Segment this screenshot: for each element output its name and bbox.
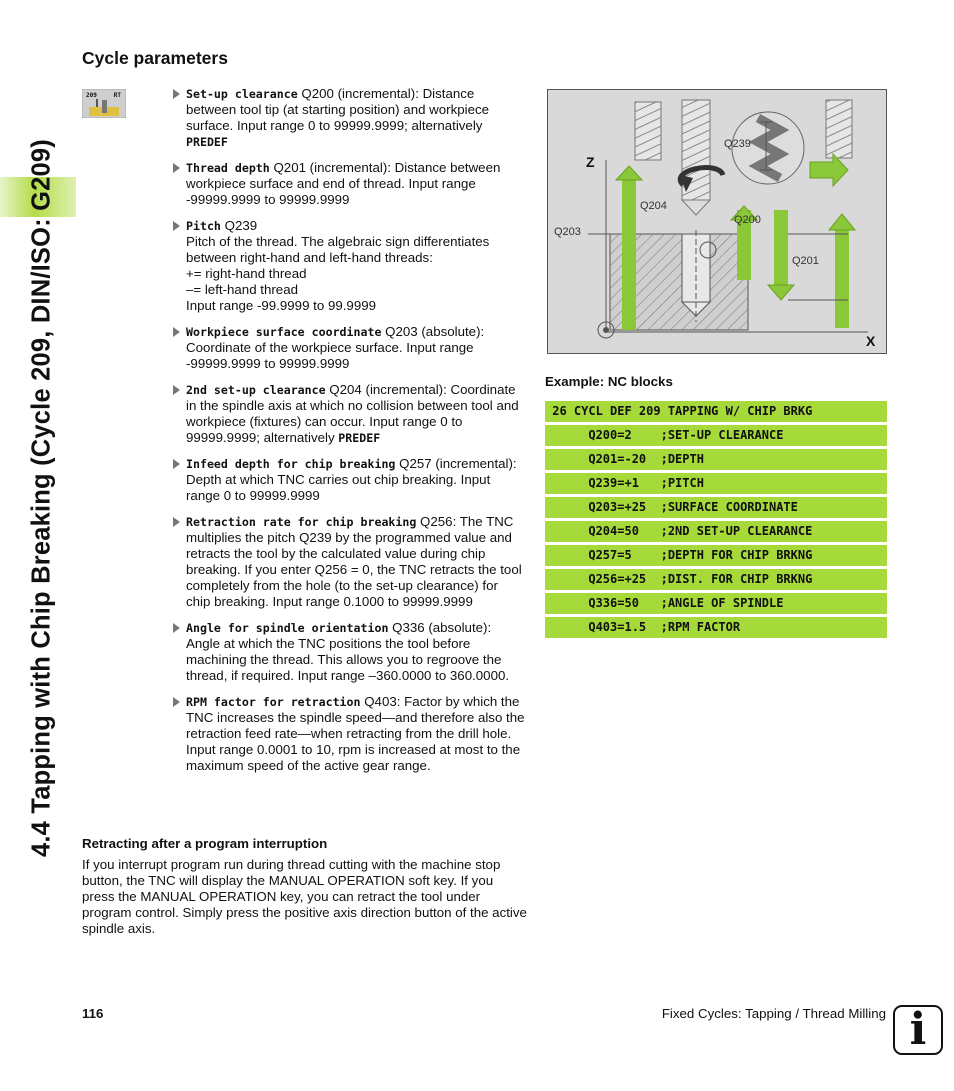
retract-heading: Retracting after a program interruption xyxy=(82,836,328,851)
param-rpm-factor xyxy=(173,694,525,774)
param-infeed-depth xyxy=(173,456,525,504)
param-spindle-angle xyxy=(173,620,525,684)
param-desc: Q403: Factor by which the TNC increases the spindle speed—and therefore also the retraction feed rate—when retracting from the drill hole. Input range 0.0001 to 10, rpm is increased at most to the maximum speed of the active gear range. xyxy=(186,694,525,773)
param-desc: Q257 (incremental): Depth at which TNC carries out chip breaking. Input range 0 to 99999.9999 xyxy=(186,456,517,503)
nc-line: Q403=1.5 ;RPM FACTOR xyxy=(545,617,887,638)
param-line: –= left-hand thread xyxy=(186,282,298,297)
nc-line: Q239=+1 ;PITCH xyxy=(545,473,887,494)
bullet-arrow-icon xyxy=(173,623,180,633)
param-desc: Q200 (incremental): Distance between tool tip (at starting position) and workpiece surface. Input range 0 to 99999.9999; alternatively xyxy=(186,86,490,133)
q204-label: Q204 xyxy=(640,200,667,212)
cycle-icon-label: RT xyxy=(113,92,121,99)
nc-line: Q204=50 ;2ND SET-UP CLEARANCE xyxy=(545,521,887,542)
nc-line: Q200=2 ;SET-UP CLEARANCE xyxy=(545,425,887,446)
param-retraction-rate xyxy=(173,514,525,610)
retract-paragraph: If you interrupt program run during thread cutting with the machine stop button, the TNC will display the MANUAL OPERATION soft key. If you press the MANUAL OPERATION key, you can retract the tool under program control. Simply press the positive axis direction button of the active spindle axis. xyxy=(82,857,527,936)
q201-label: Q201 xyxy=(792,255,819,267)
param-surface-coordinate xyxy=(173,324,525,372)
bullet-arrow-icon xyxy=(173,163,180,173)
bullet-arrow-icon xyxy=(173,697,180,707)
nc-line: 26 CYCL DEF 209 TAPPING W/ CHIP BRKG xyxy=(545,401,887,422)
param-pitch xyxy=(173,218,525,314)
param-name: RPM factor for retraction xyxy=(186,695,361,709)
nc-line: Q256=+25 ;DIST. FOR CHIP BRKNG xyxy=(545,569,887,590)
param-2nd-setup-clearance xyxy=(173,382,525,446)
param-line: Input range -99.9999 to 99.9999 xyxy=(186,298,377,313)
nc-blocks xyxy=(545,401,887,641)
param-tail: PREDEF xyxy=(186,135,228,149)
param-name: Workpiece surface coordinate xyxy=(186,325,382,339)
section-title: Cycle parameters xyxy=(82,48,228,68)
param-name: Angle for spindle orientation xyxy=(186,621,389,635)
param-name: Thread depth xyxy=(186,161,270,175)
param-desc: Q204 (incremental): Coordinate in the spindle axis at which no collision between tool and workpiece (fixtures) can occur. Input range 0 to 99999.9999; alternatively xyxy=(186,382,519,445)
param-desc: Q256: The TNC multiplies the pitch Q239 by the programmed value and retracts the tool by the calculated value during chip breaking. If you enter Q256 = 0, the TNC retracts the tool completely from the hole (to the set-up clearance) for chip breaking. Input range 0.1000 to 99999.9999 xyxy=(186,514,522,609)
tap-icon xyxy=(83,90,127,119)
nc-line: Q201=-20 ;DEPTH xyxy=(545,449,887,470)
param-line: += right-hand thread xyxy=(186,266,307,281)
param-name: Infeed depth for chip breaking xyxy=(186,457,396,471)
footer-chapter: Fixed Cycles: Tapping / Thread Milling xyxy=(661,1006,886,1021)
bullet-arrow-icon xyxy=(173,327,180,337)
param-desc: Q203 (absolute): Coordinate of the workpiece surface. Input range -99999.9999 to 99999.9999 xyxy=(186,324,485,371)
param-desc: Q336 (absolute): Angle at which the TNC positions the tool before machining the thread. This allows you to regroove the thread, if required. Input range –360.0000 to 360.0000. xyxy=(186,620,510,683)
bullet-arrow-icon xyxy=(173,221,180,231)
diagram-graphic xyxy=(548,90,887,354)
q203-label: Q203 xyxy=(554,226,581,238)
param-desc: Q201 (incremental): Distance between workpiece surface and end of thread. Input range -99999.9999 to 99999.9999 xyxy=(186,160,501,207)
bullet-arrow-icon xyxy=(173,89,180,99)
q239-label: Q239 xyxy=(724,138,751,150)
nc-line: Q336=50 ;ANGLE OF SPINDLE xyxy=(545,593,887,614)
param-desc: Q239 xyxy=(220,218,258,233)
param-setup-clearance xyxy=(173,86,525,150)
example-title: Example: NC blocks xyxy=(545,374,673,389)
parameter-list xyxy=(173,86,525,784)
bullet-arrow-icon xyxy=(173,459,180,469)
page-number: 116 xyxy=(82,1006,104,1021)
param-name: 2nd set-up clearance xyxy=(186,383,326,397)
cycle-icon-number: 209 xyxy=(86,92,97,99)
x-axis-label: X xyxy=(866,333,876,349)
param-name: Pitch xyxy=(186,219,221,233)
param-line: Pitch of the thread. The algebraic sign differentiates between right-hand and left-hand threads: xyxy=(186,234,490,265)
side-title-text: 4.4 Tapping with Chip Breaking (Cycle 209, DIN/ISO: G209) xyxy=(27,138,56,858)
bullet-arrow-icon xyxy=(173,385,180,395)
z-axis-label: Z xyxy=(586,154,595,170)
param-name: Retraction rate for chip breaking xyxy=(186,515,417,529)
param-thread-depth xyxy=(173,160,525,208)
tapping-diagram xyxy=(547,89,887,354)
param-name: Set-up clearance xyxy=(186,87,298,101)
bullet-arrow-icon xyxy=(173,517,180,527)
info-icon: i xyxy=(893,1005,943,1055)
nc-line: Q203=+25 ;SURFACE COORDINATE xyxy=(545,497,887,518)
side-title xyxy=(12,8,72,988)
q200-label: Q200 xyxy=(734,214,761,226)
cycle-209-icon xyxy=(82,89,126,118)
param-tail: PREDEF xyxy=(338,431,381,445)
nc-line: Q257=5 ;DEPTH FOR CHIP BRKNG xyxy=(545,545,887,566)
